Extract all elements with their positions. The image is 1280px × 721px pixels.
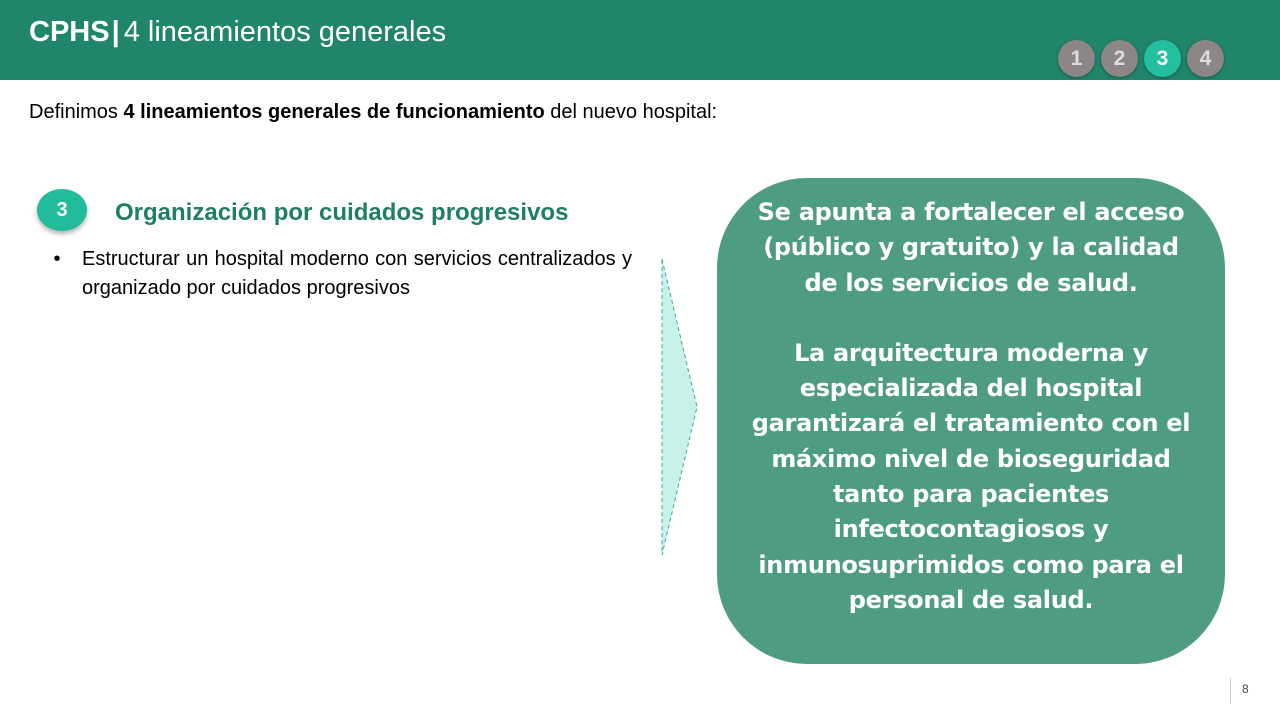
title-separator: | — [111, 16, 120, 48]
page-number: 8 — [1242, 682, 1249, 696]
bullet-text: Estructurar un hospital moderno con servicios centralizados y organizado por cuidados progresivos — [82, 248, 632, 299]
title-text: 4 lineamientos generales — [123, 16, 447, 48]
section-title: Organización por cuidados progresivos — [115, 199, 569, 226]
slide-title — [29, 12, 446, 52]
chevron-right-arrow-icon — [660, 257, 700, 557]
section-number-badge: 3 — [37, 189, 87, 231]
step-1-button[interactable]: 1 — [1058, 40, 1095, 77]
footer-divider — [1230, 678, 1231, 704]
bullet-item — [50, 245, 632, 303]
intro-text — [29, 98, 717, 126]
step-2-button[interactable]: 2 — [1101, 40, 1138, 77]
intro-suffix: del nuevo hospital: — [544, 101, 718, 123]
intro-prefix: Definimos — [29, 101, 124, 123]
step-indicator — [1058, 40, 1224, 77]
bullet-list — [50, 245, 632, 303]
brand-label: CPHS — [29, 16, 110, 48]
summary-callout — [717, 178, 1225, 664]
intro-bold: 4 lineamientos generales de funcionamiento — [123, 101, 545, 123]
callout-paragraph-2: La arquitectura moderna y especializada del hospital garantizará el tratamiento con el máximo nivel de bioseguridad tanto para pacientes infectocontagiosos y inmunosuprimidos como para el personal de salud. — [751, 338, 1191, 614]
callout-paragraph-1: Se apunta a fortalecer el acceso (público y gratuito) y la calidad de los servicios de salud. — [757, 198, 1185, 297]
slide-header — [0, 0, 1280, 80]
step-3-button[interactable]: 3 — [1144, 40, 1181, 77]
step-4-button[interactable]: 4 — [1187, 40, 1224, 77]
bullet-icon: • — [53, 248, 61, 270]
